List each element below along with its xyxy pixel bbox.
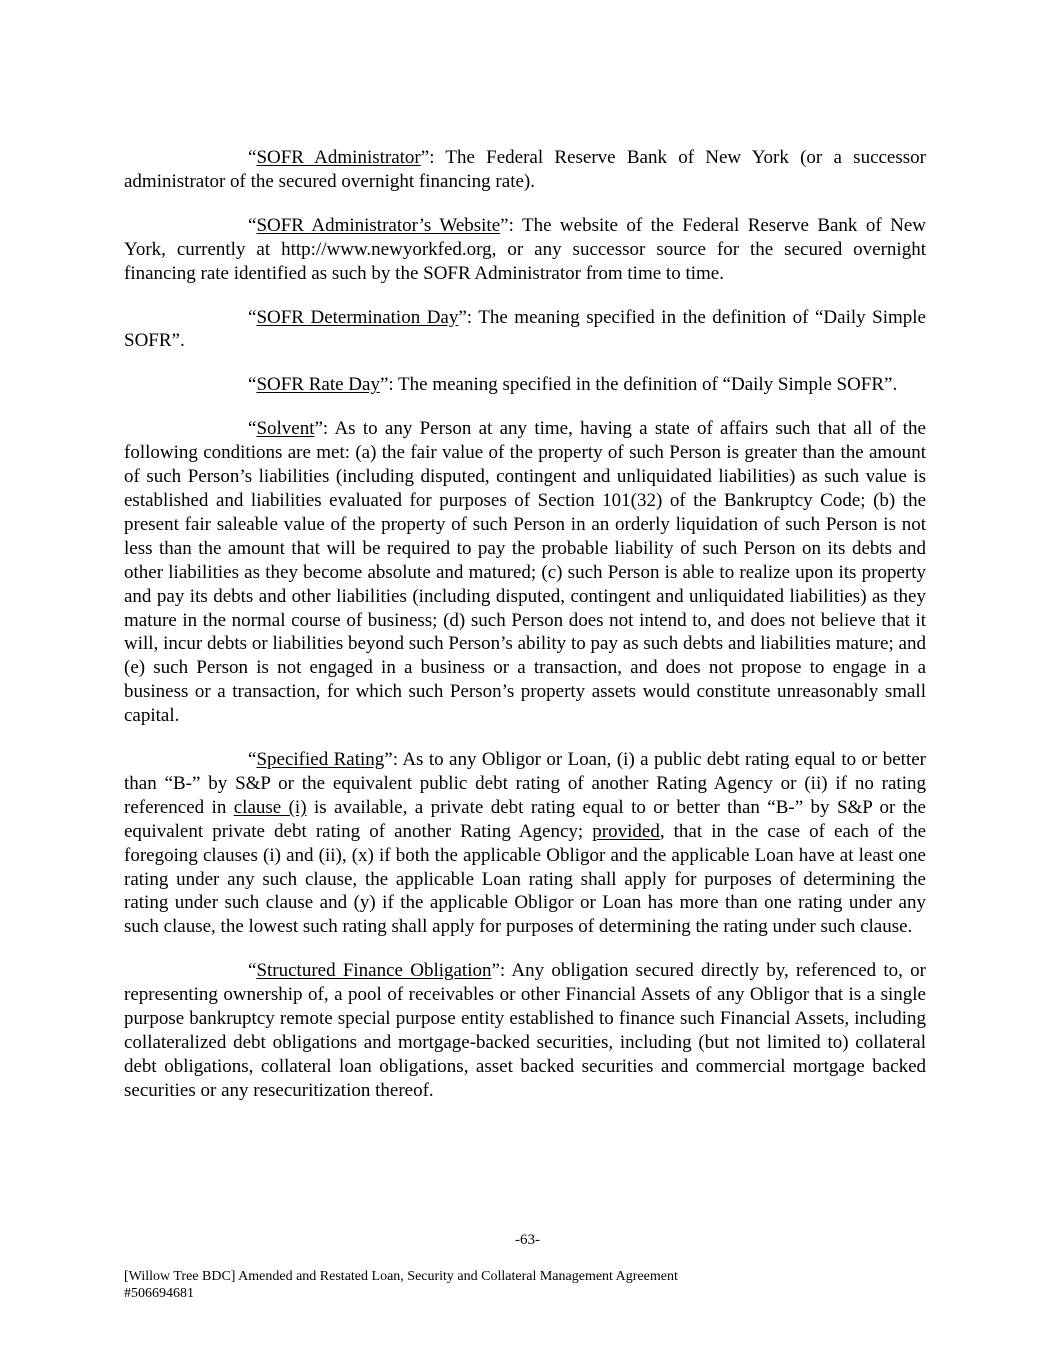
defined-term: Solvent [256, 418, 315, 440]
definition-sofr-administrator: “SOFR Administrator”: The Federal Reserve Bank of New York (or a successor administrator of the secured overnight financing rate). [124, 147, 926, 192]
page-number: -63- [515, 1232, 540, 1248]
footer-agreement-title: [Willow Tree BDC] Amended and Restated Loan, Security and Collateral Management Agreement [124, 1269, 678, 1284]
definition-solvent: “Solvent”: As to any Person at any time, having a state of affairs such that all of the following conditions are met: (a) the fair value of the property of such Person is greater than the amount of such Person’s liabilities (including disputed, contingent and unliquidated liabilities) as such value is established and liabilities evaluated for purposes of Section 101(32) of the Bankruptcy Code; (b) the present fair saleable value of the property of such Person in an orderly liquidation of such Person is not less than the amount that will be required to pay the probable liability of such Person on its debts and other liabilities as they become absolute and matured; (c) such Person is able to realize upon its property and pay its debts and other liabilities (including disputed, contingent and unliquidated liabilities) as they mature in the normal course of business; (d) such Person does not intend to, and does not believe that it will, incur debts or liabilities beyond such Person’s ability to pay as such debts and liabilities mature; and (e) such Person is not engaged in a business or a transaction, and does not propose to engage in a business or a transaction, for which such Person’s property assets would constitute unreasonably small capital. [124, 418, 926, 727]
definition-text: ”: The website of the Federal Reserve Bank of New York, currently at http://www.newyorkfed.org, or any successor source for the secured overnight financing rate identified as such by the SOFR Administrator from time to time. [124, 214, 927, 284]
definition-sofr-rate-day: “SOFR Rate Day”: The meaning specified in the definition of “Daily Simple SOFR”. [248, 374, 898, 396]
defined-term: SOFR Administrator [256, 147, 421, 168]
definitions-section [124, 146, 926, 1123]
definition-text: , that in the case of each of the foregoing clauses (i) and (ii), (x) if both the applicable Obligor and the applicable Loan have at least one rating under any such clause, the applicable Loan rating shall apply for purposes of determining the rating under such clause and (y) if the applicable Obligor or Loan has more than one rating under any such clause, the lowest such rating shall apply for purposes of determining the rating under such clause. [124, 820, 926, 938]
definition-text: ”: The meaning specified in the definition of “Daily Simple SOFR”. [379, 374, 898, 396]
definition-text: ”: As to any Obligor or Loan, (i) a public debt rating equal to or better than “B-” by S&P or the equivalent public debt rating of another Rating Agency or (ii) if no rating referenced in [124, 749, 926, 818]
defined-term: SOFR Rate Day [256, 374, 380, 396]
document-footer [124, 1268, 678, 1302]
defined-term: SOFR Determination Day [256, 306, 459, 328]
definition-specified-rating: “Specified Rating”: As to any Obligor or Loan, (i) a public debt rating equal to or better than “B-” by S&P or the equivalent public debt rating of another Rating Agency or (ii) if no rating referenced in clause (i) is available, a private debt rating equal to or better than “B-” by S&P or the equivalent private debt rating of another Rating Agency; provided, that in the case of each of the foregoing clauses (i) and (ii), (x) if both the applicable Obligor and the applicable Loan have at least one rating under any such clause, the applicable Loan rating shall apply for purposes of determining the rating under such clause and (y) if the applicable Obligor or Loan has more than one rating under any such clause, the lowest such rating shall apply for purposes of determining the rating under such clause. [124, 749, 926, 938]
footer-document-id: #506694681 [124, 1286, 194, 1301]
definition-sofr-determination-day: “SOFR Determination Day”: The meaning specified in the definition of “Daily Simple SOFR”. [124, 306, 926, 352]
defined-term: Specified Rating [256, 749, 385, 771]
defined-term: SOFR Administrator’s Website [256, 214, 501, 236]
proviso-term: provided [592, 820, 660, 842]
definition-structured-finance-obligation: “Structured Finance Obligation”: Any obligation secured directly by, referenced to, or representing ownership of, a pool of receivables or other Financial Assets of any Obligor that is a single purpose bankruptcy remote special purpose entity established to finance such Financial Assets, including collateralized debt obligations and mortgage-backed securities, including (but not limited to) collateral debt obligations, collateral loan obligations, asset backed securities and commercial mortgage backed securities or any resecuritization thereof. [124, 960, 926, 1101]
defined-term: Structured Finance Obligation [256, 960, 492, 982]
definition-text: ”: The meaning specified in the definition of “Daily Simple SOFR”. [124, 306, 926, 352]
definition-sofr-administrators-website: “SOFR Administrator’s Website”: The website of the Federal Reserve Bank of New York, currently at http://www.newyorkfed.org, or any successor source for the secured overnight financing rate identified as such by the SOFR Administrator from time to time. [124, 214, 927, 284]
clause-reference: clause (i) [233, 796, 307, 818]
definition-text: is available, a private debt rating equal to or better than “B-” by S&P or the equivalent private debt rating of another Rating Agency; [124, 796, 926, 842]
definition-text: ”: Any obligation secured directly by, referenced to, or representing ownership of, a pool of receivables or other Financial Assets of any Obligor that is a single purpose bankruptcy remote special purpose entity established to finance such Financial Assets, including collateralized debt obligations and mortgage-backed securities, including (but not limited to) collateral debt obligations, collateral loan obligations, asset backed securities and commercial mortgage backed securities or any resecuritization thereof. [124, 960, 926, 1101]
definition-text: ”: The Federal Reserve Bank of New York (or a successor administrator of the secured overnight financing rate). [124, 147, 926, 192]
definition-text: ”: As to any Person at any time, having a state of affairs such that all of the following conditions are met: (a) the fair value of the property of such Person is greater than the amount of such Person’s liabilities (including disputed, contingent and unliquidated liabilities) as such value is established and liabilities evaluated for purposes of Section 101(32) of the Bankruptcy Code; (b) the present fair saleable value of the property of such Person in an orderly liquidation of such Person is not less than the amount that will be required to pay the probable liability of such Person on its debts and other liabilities as they become absolute and matured; (c) such Person is able to realize upon its property and pay its debts and other liabilities (including disputed, contingent and unliquidated liabilities) as they mature in the normal course of business; (d) such Person does not intend to, and does not believe that it will, incur debts or liabilities beyond such Person’s ability to pay as such debts and liabilities mature; and (e) such Person is not engaged in a business or a transaction, and does not propose to engage in a business or a transaction, for which such Person’s property assets would constitute unreasonably small capital. [124, 418, 926, 727]
